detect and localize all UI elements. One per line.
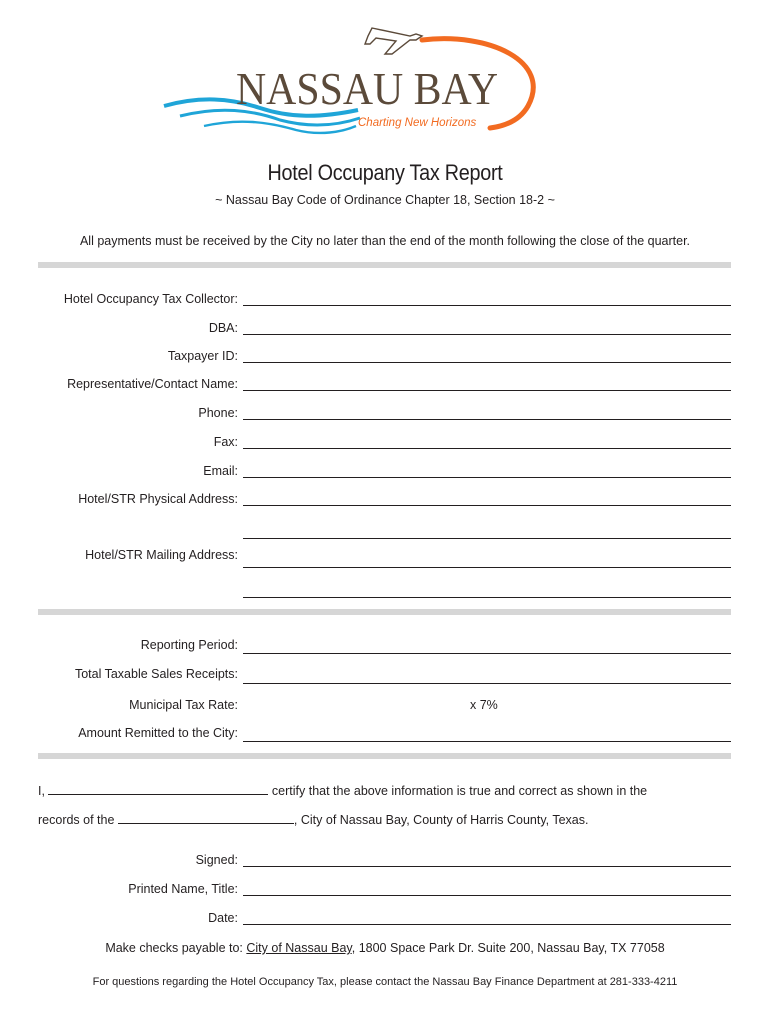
- airplane-icon: [365, 28, 422, 54]
- dba-label: DBA:: [208, 321, 238, 335]
- mailing-address-field-2[interactable]: [243, 597, 731, 598]
- physical-address-field-2[interactable]: [243, 538, 731, 539]
- phone-field[interactable]: [243, 419, 731, 420]
- physical-address-field[interactable]: [243, 505, 731, 506]
- payee-address: , 1800 Space Park Dr. Suite 200, Nassau Bay, TX 77058: [351, 941, 665, 955]
- fax-label: Fax:: [213, 435, 238, 449]
- physical-address-label: Hotel/STR Physical Address:: [78, 492, 238, 506]
- printed-name-field[interactable]: [243, 895, 731, 896]
- mailing-address-label: Hotel/STR Mailing Address:: [85, 548, 238, 562]
- reporting-period-field[interactable]: [243, 653, 731, 654]
- contact-field[interactable]: [243, 390, 731, 391]
- printed-name-label: Printed Name, Title:: [128, 882, 238, 896]
- logo-tagline: Charting New Horizons: [358, 117, 477, 129]
- cert-statement: certify that the above information is true and correct as shown in the: [271, 784, 648, 798]
- reporting-period-label: Reporting Period:: [140, 638, 238, 652]
- phone-label: Phone:: [198, 406, 238, 420]
- fax-field[interactable]: [243, 448, 731, 449]
- section-divider: [38, 262, 731, 268]
- records-prefix: records of the: [38, 813, 115, 827]
- certifier-name-blank[interactable]: [48, 784, 268, 795]
- receipts-field[interactable]: [243, 683, 731, 684]
- contact-info: For questions regarding the Hotel Occupancy Tax, please contact the Nassau Bay Finance Department at 281-333-4211: [92, 976, 678, 988]
- records-blank[interactable]: [118, 813, 294, 824]
- taxpayer-id-field[interactable]: [243, 362, 731, 363]
- payee-name: City of Nassau Bay: [246, 941, 352, 955]
- signed-label: Signed:: [195, 853, 238, 867]
- ordinance-reference: ~ Nassau Bay Code of Ordinance Chapter 18, Section 18-2 ~: [215, 193, 555, 207]
- tax-rate-value: x 7%: [470, 698, 498, 712]
- date-field[interactable]: [243, 924, 731, 925]
- logo-name: NASSAU BAY: [236, 63, 498, 114]
- email-label: Email:: [203, 464, 238, 478]
- certification-line-2: [38, 813, 588, 827]
- collector-label: Hotel Occupancy Tax Collector:: [63, 292, 238, 306]
- remitted-label: Amount Remitted to the City:: [78, 726, 238, 740]
- email-field[interactable]: [243, 477, 731, 478]
- page-title: Hotel Occupany Tax Report: [267, 160, 503, 185]
- dba-field[interactable]: [243, 334, 731, 335]
- nassau-bay-logo: [160, 14, 540, 139]
- mailing-address-field[interactable]: [243, 567, 731, 568]
- remitted-field[interactable]: [243, 741, 731, 742]
- section-divider: [38, 609, 731, 615]
- records-suffix: , City of Nassau Bay, County of Harris County, Texas.: [293, 813, 589, 827]
- payment-notice: All payments must be received by the City no later than the end of the month following the close of the quarter.: [79, 234, 691, 248]
- checks-prefix: Make checks payable to:: [105, 941, 243, 955]
- contact-label: Representative/Contact Name:: [67, 377, 238, 391]
- signed-field[interactable]: [243, 866, 731, 867]
- cert-prefix: I,: [38, 784, 45, 798]
- certification-line-1: [38, 784, 647, 798]
- tax-rate-label: Municipal Tax Rate:: [129, 698, 238, 712]
- section-divider: [38, 753, 731, 759]
- payment-instructions: [0, 941, 770, 955]
- date-label: Date:: [208, 911, 238, 925]
- taxpayer-id-label: Taxpayer ID:: [167, 349, 238, 363]
- receipts-label: Total Taxable Sales Receipts:: [74, 667, 238, 681]
- collector-field[interactable]: [243, 305, 731, 306]
